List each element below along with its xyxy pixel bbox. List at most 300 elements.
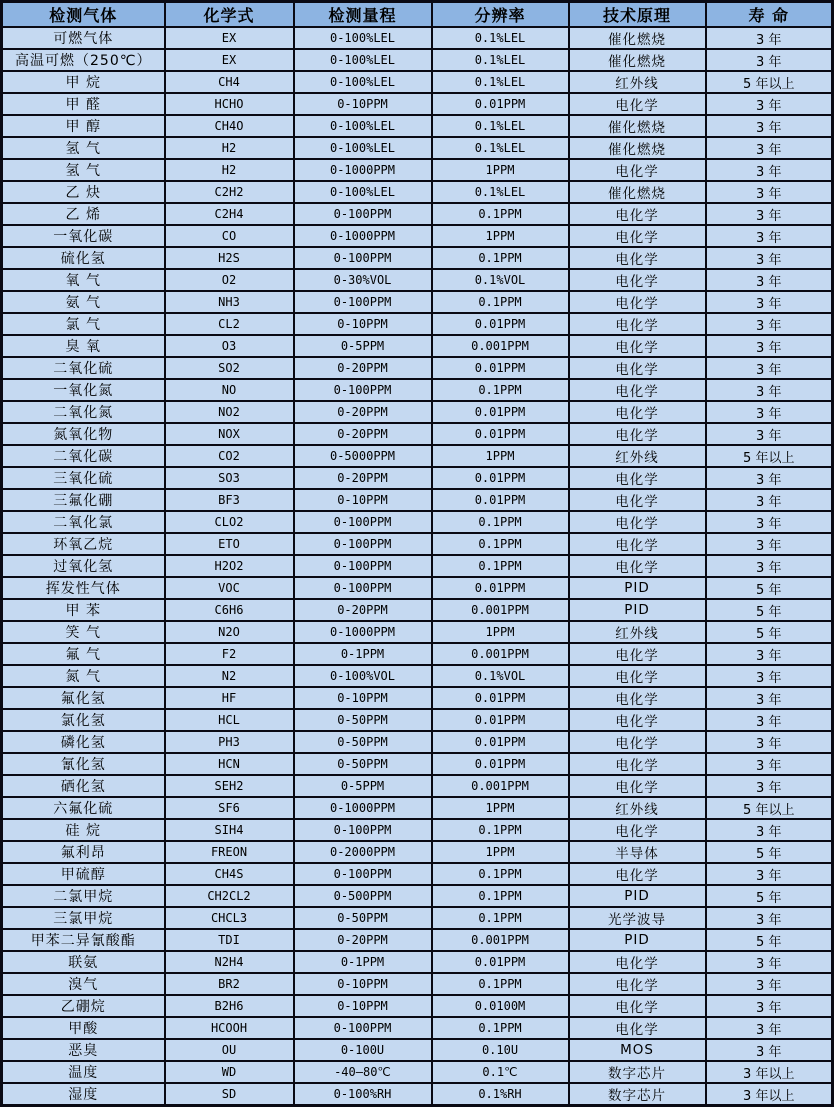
- formula-cell: BR2: [165, 973, 294, 995]
- principle-cell: 电化学: [569, 995, 706, 1017]
- table-row: [2, 665, 833, 687]
- column-header-gas-name: 检测气体: [2, 2, 165, 28]
- formula-cell: C2H2: [165, 181, 294, 203]
- table-row: [2, 1017, 833, 1039]
- resolution-cell: 0.1PPM: [432, 533, 569, 555]
- lifespan-cell: 3 年: [706, 995, 833, 1017]
- lifespan-cell: 3 年: [706, 819, 833, 841]
- range-cell: 0-5000PPM: [294, 445, 432, 467]
- column-header-principle: 技术原理: [569, 2, 706, 28]
- table-row: [2, 951, 833, 973]
- resolution-cell: 0.1PPM: [432, 203, 569, 225]
- column-header-range: 检测量程: [294, 2, 432, 28]
- table-row: [2, 885, 833, 907]
- formula-cell: SIH4: [165, 819, 294, 841]
- resolution-cell: 0.0100M: [432, 995, 569, 1017]
- gas-name-cell: 二氧化氯: [2, 511, 165, 533]
- formula-cell: B2H6: [165, 995, 294, 1017]
- resolution-cell: 0.01PPM: [432, 709, 569, 731]
- range-cell: 0-100PPM: [294, 533, 432, 555]
- table-row: [2, 621, 833, 643]
- gas-name-cell: 环氧乙烷: [2, 533, 165, 555]
- principle-cell: 催化燃烧: [569, 137, 706, 159]
- principle-cell: 电化学: [569, 203, 706, 225]
- gas-name-cell: 甲酸: [2, 1017, 165, 1039]
- range-cell: 0-1PPM: [294, 951, 432, 973]
- resolution-cell: 0.1PPM: [432, 973, 569, 995]
- resolution-cell: 0.01PPM: [432, 687, 569, 709]
- gas-name-cell: 温度: [2, 1061, 165, 1083]
- table-row: [2, 489, 833, 511]
- formula-cell: NOX: [165, 423, 294, 445]
- table-row: [2, 203, 833, 225]
- table-row: [2, 775, 833, 797]
- gas-name-cell: 甲硫醇: [2, 863, 165, 885]
- principle-cell: 电化学: [569, 973, 706, 995]
- range-cell: 0-20PPM: [294, 467, 432, 489]
- lifespan-cell: 3 年: [706, 973, 833, 995]
- lifespan-cell: 3 年: [706, 511, 833, 533]
- table-row: [2, 291, 833, 313]
- table-row: [2, 1061, 833, 1083]
- resolution-cell: 0.1PPM: [432, 819, 569, 841]
- lifespan-cell: 3 年: [706, 709, 833, 731]
- principle-cell: 电化学: [569, 467, 706, 489]
- principle-cell: 电化学: [569, 489, 706, 511]
- gas-name-cell: 笑 气: [2, 621, 165, 643]
- gas-name-cell: 乙 炔: [2, 181, 165, 203]
- range-cell: 0-2000PPM: [294, 841, 432, 863]
- resolution-cell: 0.1PPM: [432, 555, 569, 577]
- range-cell: 0-10PPM: [294, 687, 432, 709]
- resolution-cell: 1PPM: [432, 445, 569, 467]
- range-cell: 0-20PPM: [294, 423, 432, 445]
- table-row: [2, 181, 833, 203]
- principle-cell: 电化学: [569, 401, 706, 423]
- formula-cell: N2O: [165, 621, 294, 643]
- lifespan-cell: 3 年: [706, 203, 833, 225]
- gas-name-cell: 联氨: [2, 951, 165, 973]
- lifespan-cell: 3 年: [706, 1039, 833, 1061]
- gas-name-cell: 氨 气: [2, 291, 165, 313]
- resolution-cell: 0.1PPM: [432, 247, 569, 269]
- range-cell: 0-20PPM: [294, 929, 432, 951]
- range-cell: 0-30%VOL: [294, 269, 432, 291]
- principle-cell: 电化学: [569, 1017, 706, 1039]
- principle-cell: 电化学: [569, 247, 706, 269]
- formula-cell: NO: [165, 379, 294, 401]
- resolution-cell: 0.01PPM: [432, 467, 569, 489]
- table-row: [2, 709, 833, 731]
- resolution-cell: 0.001PPM: [432, 643, 569, 665]
- lifespan-cell: 5 年: [706, 577, 833, 599]
- table-row: [2, 423, 833, 445]
- resolution-cell: 1PPM: [432, 159, 569, 181]
- principle-cell: 电化学: [569, 379, 706, 401]
- resolution-cell: 0.01PPM: [432, 753, 569, 775]
- table-row: [2, 115, 833, 137]
- gas-name-cell: 二氯甲烷: [2, 885, 165, 907]
- principle-cell: 数字芯片: [569, 1083, 706, 1106]
- lifespan-cell: 3 年: [706, 335, 833, 357]
- principle-cell: 电化学: [569, 335, 706, 357]
- gas-name-cell: 甲 醛: [2, 93, 165, 115]
- table-row: [2, 929, 833, 951]
- table-row: [2, 1083, 833, 1106]
- resolution-cell: 0.001PPM: [432, 775, 569, 797]
- formula-cell: EX: [165, 27, 294, 49]
- resolution-cell: 0.1%LEL: [432, 27, 569, 49]
- formula-cell: SD: [165, 1083, 294, 1106]
- range-cell: 0-100%LEL: [294, 71, 432, 93]
- table-row: [2, 555, 833, 577]
- table-body: [2, 27, 833, 1106]
- range-cell: 0-1000PPM: [294, 797, 432, 819]
- principle-cell: 红外线: [569, 621, 706, 643]
- formula-cell: F2: [165, 643, 294, 665]
- lifespan-cell: 3 年: [706, 665, 833, 687]
- resolution-cell: 0.1PPM: [432, 885, 569, 907]
- header-row: [2, 2, 833, 28]
- principle-cell: PID: [569, 577, 706, 599]
- formula-cell: HF: [165, 687, 294, 709]
- principle-cell: 电化学: [569, 225, 706, 247]
- range-cell: 0-100%LEL: [294, 115, 432, 137]
- resolution-cell: 1PPM: [432, 797, 569, 819]
- principle-cell: PID: [569, 885, 706, 907]
- gas-name-cell: 一氧化氮: [2, 379, 165, 401]
- table-row: [2, 71, 833, 93]
- principle-cell: 电化学: [569, 555, 706, 577]
- range-cell: 0-10PPM: [294, 489, 432, 511]
- gas-name-cell: 二氧化硫: [2, 357, 165, 379]
- formula-cell: SO3: [165, 467, 294, 489]
- table-row: [2, 335, 833, 357]
- principle-cell: 电化学: [569, 159, 706, 181]
- range-cell: 0-5PPM: [294, 335, 432, 357]
- formula-cell: C2H4: [165, 203, 294, 225]
- lifespan-cell: 3 年: [706, 49, 833, 71]
- lifespan-cell: 5 年: [706, 929, 833, 951]
- principle-cell: 电化学: [569, 753, 706, 775]
- principle-cell: 电化学: [569, 643, 706, 665]
- gas-name-cell: 硅 烷: [2, 819, 165, 841]
- gas-name-cell: 氮 气: [2, 665, 165, 687]
- range-cell: 0-100%LEL: [294, 181, 432, 203]
- gas-name-cell: 氮氧化物: [2, 423, 165, 445]
- range-cell: 0-20PPM: [294, 401, 432, 423]
- range-cell: 0-100PPM: [294, 291, 432, 313]
- table-row: [2, 577, 833, 599]
- gas-name-cell: 高温可燃（250℃）: [2, 49, 165, 71]
- range-cell: 0-100%LEL: [294, 137, 432, 159]
- table-row: [2, 863, 833, 885]
- lifespan-cell: 3 年: [706, 753, 833, 775]
- resolution-cell: 0.1%RH: [432, 1083, 569, 1106]
- lifespan-cell: 3 年: [706, 269, 833, 291]
- lifespan-cell: 3 年: [706, 357, 833, 379]
- formula-cell: OU: [165, 1039, 294, 1061]
- lifespan-cell: 5 年: [706, 885, 833, 907]
- gas-name-cell: 氟化氢: [2, 687, 165, 709]
- gas-name-cell: 二氧化氮: [2, 401, 165, 423]
- gas-name-cell: 过氧化氢: [2, 555, 165, 577]
- resolution-cell: 0.01PPM: [432, 401, 569, 423]
- formula-cell: CH4S: [165, 863, 294, 885]
- formula-cell: FREON: [165, 841, 294, 863]
- gas-name-cell: 三氟化硼: [2, 489, 165, 511]
- formula-cell: WD: [165, 1061, 294, 1083]
- range-cell: -40—80℃: [294, 1061, 432, 1083]
- lifespan-cell: 5 年以上: [706, 71, 833, 93]
- formula-cell: N2: [165, 665, 294, 687]
- gas-name-cell: 恶臭: [2, 1039, 165, 1061]
- table-row: [2, 137, 833, 159]
- resolution-cell: 0.01PPM: [432, 313, 569, 335]
- lifespan-cell: 3 年: [706, 775, 833, 797]
- formula-cell: H2O2: [165, 555, 294, 577]
- principle-cell: 红外线: [569, 797, 706, 819]
- resolution-cell: 0.1%LEL: [432, 181, 569, 203]
- gas-name-cell: 氢 气: [2, 137, 165, 159]
- formula-cell: O2: [165, 269, 294, 291]
- principle-cell: 光学波导: [569, 907, 706, 929]
- range-cell: 0-100PPM: [294, 819, 432, 841]
- lifespan-cell: 3 年: [706, 159, 833, 181]
- table-row: [2, 401, 833, 423]
- lifespan-cell: 3 年: [706, 313, 833, 335]
- table-row: [2, 49, 833, 71]
- gas-name-cell: 一氧化碳: [2, 225, 165, 247]
- resolution-cell: 1PPM: [432, 225, 569, 247]
- gas-name-cell: 氰化氢: [2, 753, 165, 775]
- table-row: [2, 379, 833, 401]
- principle-cell: 电化学: [569, 709, 706, 731]
- resolution-cell: 0.1%LEL: [432, 71, 569, 93]
- table-row: [2, 797, 833, 819]
- gas-name-cell: 甲苯二异氰酸酯: [2, 929, 165, 951]
- table-row: [2, 643, 833, 665]
- formula-cell: HCL: [165, 709, 294, 731]
- gas-name-cell: 挥发性气体: [2, 577, 165, 599]
- gas-name-cell: 氟利昂: [2, 841, 165, 863]
- principle-cell: 电化学: [569, 775, 706, 797]
- principle-cell: PID: [569, 599, 706, 621]
- lifespan-cell: 3 年: [706, 181, 833, 203]
- table-row: [2, 599, 833, 621]
- gas-name-cell: 氟 气: [2, 643, 165, 665]
- gas-name-cell: 甲 苯: [2, 599, 165, 621]
- range-cell: 0-10PPM: [294, 995, 432, 1017]
- formula-cell: CH2CL2: [165, 885, 294, 907]
- gas-name-cell: 氯 气: [2, 313, 165, 335]
- lifespan-cell: 3 年: [706, 401, 833, 423]
- table-row: [2, 445, 833, 467]
- gas-name-cell: 六氟化硫: [2, 797, 165, 819]
- range-cell: 0-100%LEL: [294, 49, 432, 71]
- table-row: [2, 841, 833, 863]
- range-cell: 0-100PPM: [294, 1017, 432, 1039]
- resolution-cell: 0.1%LEL: [432, 137, 569, 159]
- table-row: [2, 511, 833, 533]
- formula-cell: SO2: [165, 357, 294, 379]
- column-header-lifespan: 寿 命: [706, 2, 833, 28]
- formula-cell: CH4: [165, 71, 294, 93]
- table-row: [2, 973, 833, 995]
- table-row: [2, 533, 833, 555]
- lifespan-cell: 5 年以上: [706, 445, 833, 467]
- resolution-cell: 0.1%LEL: [432, 115, 569, 137]
- range-cell: 0-50PPM: [294, 907, 432, 929]
- resolution-cell: 0.1PPM: [432, 863, 569, 885]
- formula-cell: SF6: [165, 797, 294, 819]
- formula-cell: N2H4: [165, 951, 294, 973]
- lifespan-cell: 3 年: [706, 907, 833, 929]
- range-cell: 0-20PPM: [294, 357, 432, 379]
- resolution-cell: 0.1PPM: [432, 379, 569, 401]
- formula-cell: CO2: [165, 445, 294, 467]
- resolution-cell: 0.01PPM: [432, 731, 569, 753]
- principle-cell: 电化学: [569, 269, 706, 291]
- formula-cell: PH3: [165, 731, 294, 753]
- formula-cell: CHCL3: [165, 907, 294, 929]
- formula-cell: NH3: [165, 291, 294, 313]
- range-cell: 0-1000PPM: [294, 621, 432, 643]
- lifespan-cell: 3 年: [706, 555, 833, 577]
- gas-name-cell: 甲 烷: [2, 71, 165, 93]
- table-row: [2, 225, 833, 247]
- lifespan-cell: 3 年: [706, 27, 833, 49]
- resolution-cell: 0.1%VOL: [432, 269, 569, 291]
- resolution-cell: 0.1PPM: [432, 907, 569, 929]
- gas-name-cell: 氯化氢: [2, 709, 165, 731]
- resolution-cell: 1PPM: [432, 621, 569, 643]
- formula-cell: EX: [165, 49, 294, 71]
- lifespan-cell: 3 年: [706, 1017, 833, 1039]
- principle-cell: 电化学: [569, 665, 706, 687]
- resolution-cell: 0.001PPM: [432, 599, 569, 621]
- lifespan-cell: 3 年: [706, 291, 833, 313]
- resolution-cell: 0.001PPM: [432, 929, 569, 951]
- principle-cell: 红外线: [569, 445, 706, 467]
- lifespan-cell: 3 年: [706, 489, 833, 511]
- range-cell: 0-100PPM: [294, 863, 432, 885]
- range-cell: 0-10PPM: [294, 973, 432, 995]
- formula-cell: H2: [165, 137, 294, 159]
- gas-name-cell: 乙 烯: [2, 203, 165, 225]
- formula-cell: SEH2: [165, 775, 294, 797]
- range-cell: 0-1PPM: [294, 643, 432, 665]
- resolution-cell: 0.01PPM: [432, 93, 569, 115]
- gas-name-cell: 三氧化硫: [2, 467, 165, 489]
- formula-cell: VOC: [165, 577, 294, 599]
- lifespan-cell: 3 年: [706, 643, 833, 665]
- resolution-cell: 0.01PPM: [432, 577, 569, 599]
- resolution-cell: 0.01PPM: [432, 951, 569, 973]
- gas-name-cell: 可燃气体: [2, 27, 165, 49]
- gas-name-cell: 溴气: [2, 973, 165, 995]
- table-row: [2, 313, 833, 335]
- principle-cell: 电化学: [569, 687, 706, 709]
- range-cell: 0-100PPM: [294, 247, 432, 269]
- table-row: [2, 269, 833, 291]
- table-row: [2, 753, 833, 775]
- table-row: [2, 357, 833, 379]
- lifespan-cell: 5 年: [706, 841, 833, 863]
- range-cell: 0-1000PPM: [294, 159, 432, 181]
- principle-cell: 电化学: [569, 863, 706, 885]
- resolution-cell: 0.10U: [432, 1039, 569, 1061]
- resolution-cell: 0.1PPM: [432, 1017, 569, 1039]
- principle-cell: 催化燃烧: [569, 49, 706, 71]
- principle-cell: 电化学: [569, 533, 706, 555]
- lifespan-cell: 3 年: [706, 225, 833, 247]
- table-row: [2, 687, 833, 709]
- range-cell: 0-10PPM: [294, 313, 432, 335]
- resolution-cell: 0.1%LEL: [432, 49, 569, 71]
- principle-cell: 红外线: [569, 71, 706, 93]
- table-row: [2, 93, 833, 115]
- formula-cell: CL2: [165, 313, 294, 335]
- lifespan-cell: 3 年: [706, 137, 833, 159]
- range-cell: 0-20PPM: [294, 599, 432, 621]
- table-row: [2, 247, 833, 269]
- column-header-resolution: 分辨率: [432, 2, 569, 28]
- principle-cell: 电化学: [569, 819, 706, 841]
- resolution-cell: 0.01PPM: [432, 489, 569, 511]
- lifespan-cell: 3 年: [706, 687, 833, 709]
- principle-cell: 电化学: [569, 291, 706, 313]
- formula-cell: CH4O: [165, 115, 294, 137]
- principle-cell: 电化学: [569, 731, 706, 753]
- principle-cell: 催化燃烧: [569, 115, 706, 137]
- lifespan-cell: 5 年以上: [706, 797, 833, 819]
- formula-cell: O3: [165, 335, 294, 357]
- gas-name-cell: 三氯甲烷: [2, 907, 165, 929]
- lifespan-cell: 3 年: [706, 467, 833, 489]
- lifespan-cell: 5 年: [706, 599, 833, 621]
- resolution-cell: 0.1PPM: [432, 511, 569, 533]
- formula-cell: CLO2: [165, 511, 294, 533]
- table-row: [2, 819, 833, 841]
- resolution-cell: 1PPM: [432, 841, 569, 863]
- principle-cell: MOS: [569, 1039, 706, 1061]
- lifespan-cell: 3 年以上: [706, 1083, 833, 1106]
- gas-name-cell: 臭 氧: [2, 335, 165, 357]
- table-row: [2, 467, 833, 489]
- lifespan-cell: 3 年: [706, 93, 833, 115]
- lifespan-cell: 3 年: [706, 423, 833, 445]
- gas-name-cell: 甲 醇: [2, 115, 165, 137]
- range-cell: 0-1000PPM: [294, 225, 432, 247]
- formula-cell: C6H6: [165, 599, 294, 621]
- lifespan-cell: 3 年: [706, 115, 833, 137]
- principle-cell: 数字芯片: [569, 1061, 706, 1083]
- lifespan-cell: 3 年: [706, 731, 833, 753]
- principle-cell: 电化学: [569, 93, 706, 115]
- range-cell: 0-50PPM: [294, 731, 432, 753]
- formula-cell: TDI: [165, 929, 294, 951]
- formula-cell: NO2: [165, 401, 294, 423]
- range-cell: 0-100U: [294, 1039, 432, 1061]
- resolution-cell: 0.01PPM: [432, 357, 569, 379]
- principle-cell: 电化学: [569, 313, 706, 335]
- gas-name-cell: 湿度: [2, 1083, 165, 1106]
- gas-name-cell: 乙硼烷: [2, 995, 165, 1017]
- principle-cell: 催化燃烧: [569, 181, 706, 203]
- formula-cell: HCHO: [165, 93, 294, 115]
- range-cell: 0-500PPM: [294, 885, 432, 907]
